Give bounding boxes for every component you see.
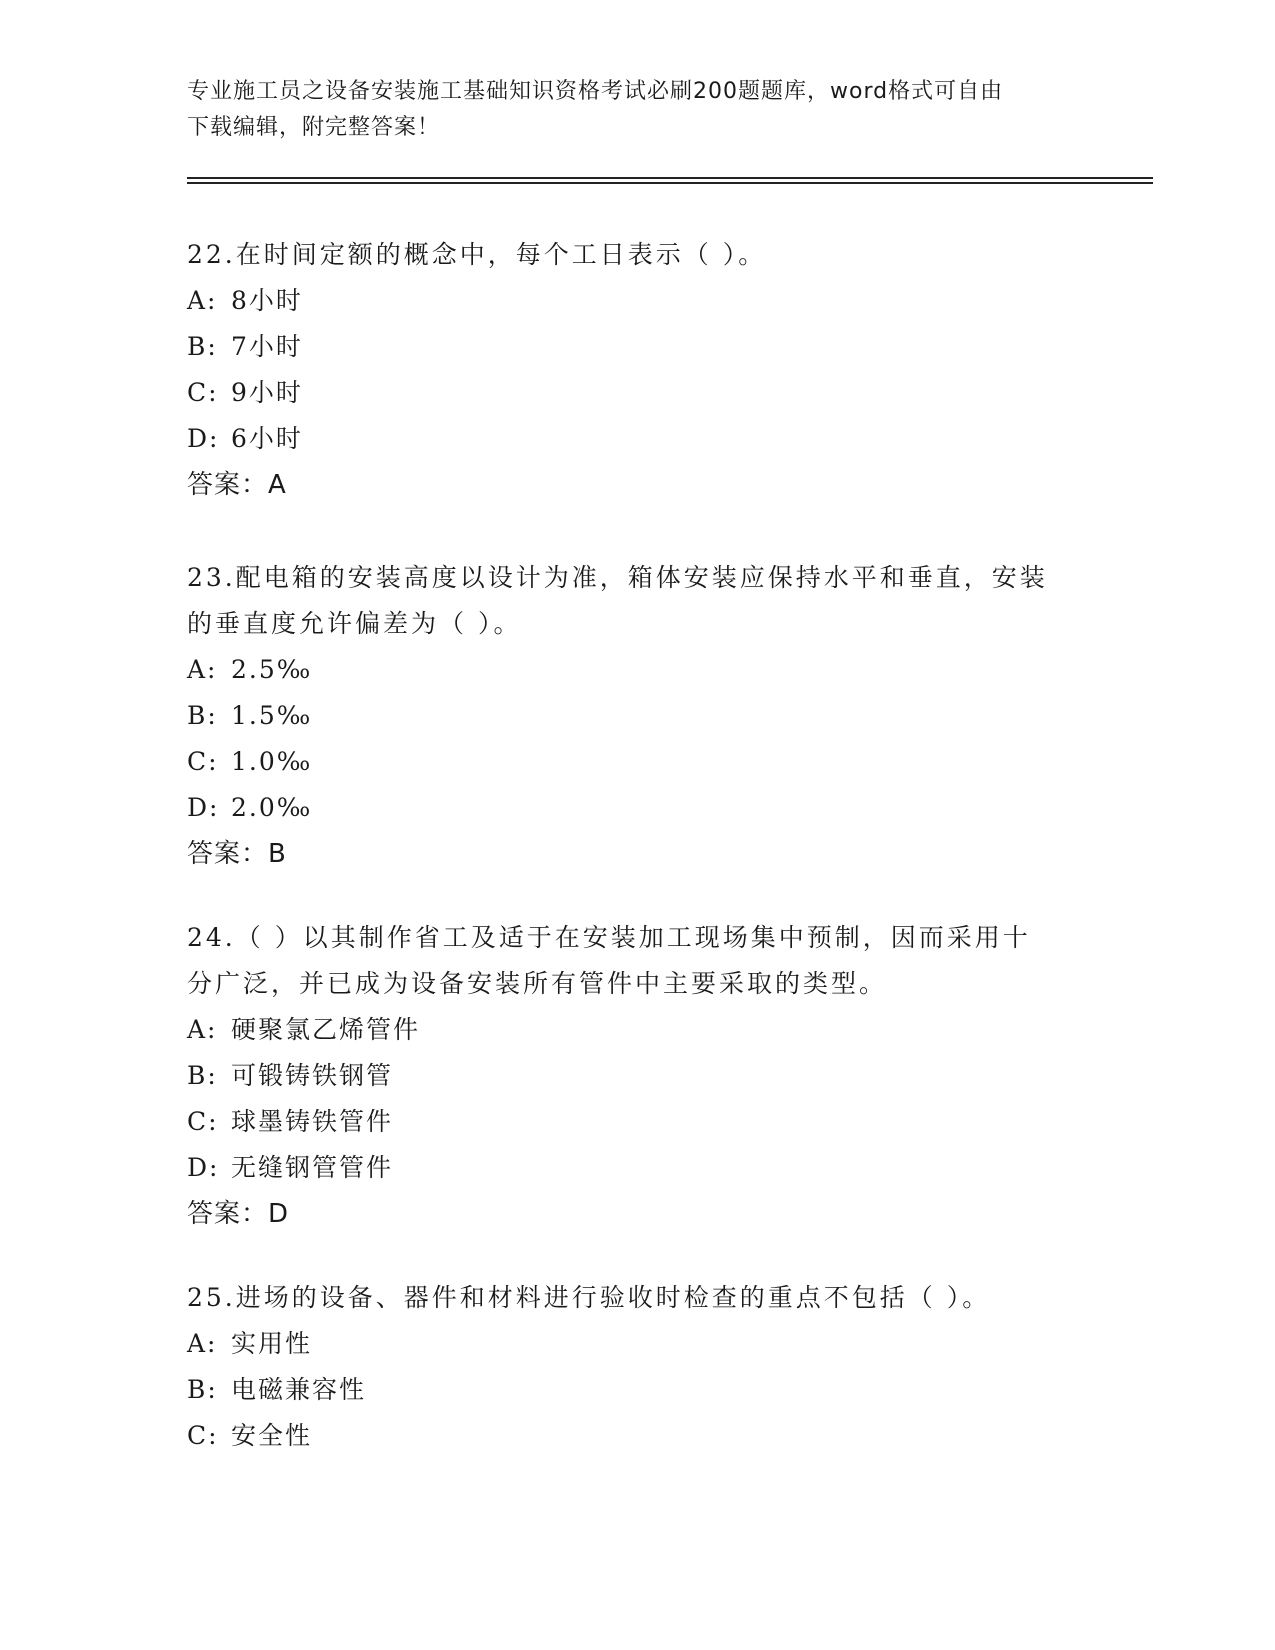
option-text: 1.5‰ <box>231 701 313 730</box>
option-c <box>187 1413 1087 1459</box>
option-label: C: <box>187 378 219 407</box>
option-text: 实用性 <box>231 1329 313 1358</box>
question-text-line-2: 分广泛，并已成为设备安装所有管件中主要采取的类型。 <box>187 969 888 998</box>
option-text: 球墨铸铁管件 <box>231 1107 394 1136</box>
option-label: A: <box>187 286 218 315</box>
option-label: C: <box>187 1107 219 1136</box>
option-label: C: <box>187 1421 219 1450</box>
header-rule-bottom <box>187 182 1153 184</box>
option-label: D: <box>187 793 220 822</box>
answer-text: 答案：B <box>187 839 287 869</box>
option-label: B: <box>187 332 218 361</box>
option-text: 2.0‰ <box>231 793 313 822</box>
option-label: B: <box>187 1061 218 1090</box>
option-text: 9小时 <box>231 378 303 407</box>
option-text: 6小时 <box>231 424 303 453</box>
option-label: C: <box>187 747 219 776</box>
option-a <box>187 1007 1087 1053</box>
question-text-line-1: 23.配电箱的安装高度以设计为准，箱体安装应保持水平和垂直，安装 <box>187 563 1048 592</box>
option-c <box>187 1099 1087 1145</box>
option-label: B: <box>187 1375 218 1404</box>
option-text: 电磁兼容性 <box>231 1375 367 1404</box>
question-text-line-2: 的垂直度允许偏差为（ ）。 <box>187 609 522 638</box>
option-text: 7小时 <box>231 332 303 361</box>
option-text: 1.0‰ <box>231 747 313 776</box>
option-d <box>187 1145 1087 1191</box>
option-b <box>187 1367 1087 1413</box>
question-24 <box>187 915 1087 1237</box>
question-text-line-1: 24.（ ）以其制作省工及适于在安装加工现场集中预制，因而采用十 <box>187 923 1031 952</box>
header-rule-top <box>187 177 1153 179</box>
header-line-2: 下载编辑，附完整答案！ <box>187 115 441 140</box>
question-22 <box>187 232 1087 508</box>
option-c <box>187 370 1087 416</box>
option-label: A: <box>187 1329 218 1358</box>
option-label: A: <box>187 655 218 684</box>
option-b <box>187 1053 1087 1099</box>
option-label: B: <box>187 701 218 730</box>
question-25 <box>187 1275 1087 1459</box>
option-a <box>187 647 1087 693</box>
option-text: 安全性 <box>231 1421 313 1450</box>
option-text: 8小时 <box>231 286 303 315</box>
option-label: A: <box>187 1015 218 1044</box>
option-text: 硬聚氯乙烯管件 <box>231 1015 421 1044</box>
option-b <box>187 693 1087 739</box>
option-d <box>187 785 1087 831</box>
option-b <box>187 324 1087 370</box>
option-text: 无缝钢管管件 <box>231 1153 394 1182</box>
option-label: D: <box>187 1153 220 1182</box>
answer-text: 答案：D <box>187 1199 290 1229</box>
question-text: 22.在时间定额的概念中，每个工日表示（ ）。 <box>187 240 767 269</box>
answer-text: 答案：A <box>187 470 287 500</box>
option-c <box>187 739 1087 785</box>
option-d <box>187 416 1087 462</box>
option-text: 可锻铸铁钢管 <box>231 1061 394 1090</box>
option-a <box>187 278 1087 324</box>
option-label: D: <box>187 424 220 453</box>
option-a <box>187 1321 1087 1367</box>
question-23 <box>187 555 1087 877</box>
question-text: 25.进场的设备、器件和材料进行验收时检查的重点不包括（ ）。 <box>187 1283 991 1312</box>
header-line-1: 专业施工员之设备安装施工基础知识资格考试必刷200题题库，word格式可自由 <box>187 79 1004 104</box>
document-header <box>187 74 1087 146</box>
option-text: 2.5‰ <box>231 655 313 684</box>
